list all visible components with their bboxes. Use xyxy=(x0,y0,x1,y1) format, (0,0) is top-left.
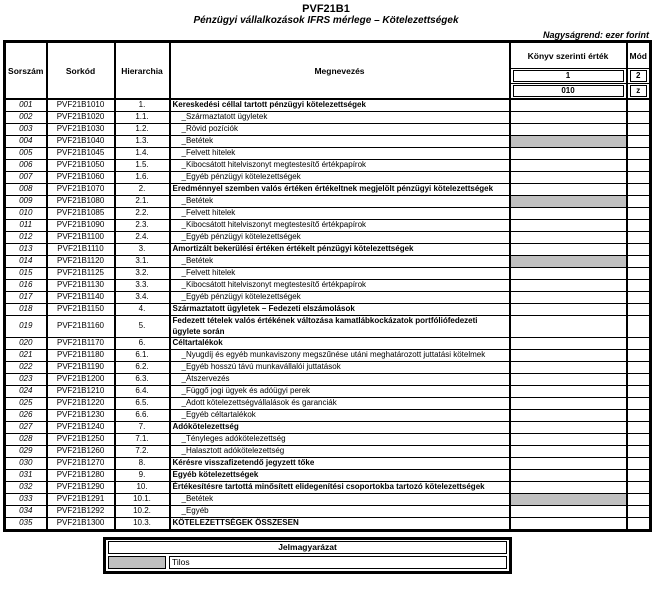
row-code-cell: PVF21B1170 xyxy=(47,338,115,350)
row-number-cell: 031 xyxy=(5,470,47,482)
row-name-cell: _Betétek xyxy=(170,494,510,506)
table-row xyxy=(5,470,651,482)
book-value-cell xyxy=(510,410,627,422)
mod-cell xyxy=(627,422,651,434)
mod-cell xyxy=(627,292,651,304)
table-row xyxy=(5,99,651,112)
row-code-cell: PVF21B1040 xyxy=(47,136,115,148)
book-value-col-number: 1 xyxy=(510,69,627,84)
row-number-cell: 014 xyxy=(5,256,47,268)
row-hierarchy-cell: 6.5. xyxy=(115,398,170,410)
book-value-cell xyxy=(510,350,627,362)
mod-cell xyxy=(627,470,651,482)
row-number-cell: 013 xyxy=(5,244,47,256)
book-value-cell xyxy=(510,518,627,531)
table-body xyxy=(5,99,651,531)
table-row xyxy=(5,124,651,136)
mod-cell xyxy=(627,112,651,124)
row-name-cell: _Felvett hitelek xyxy=(170,148,510,160)
book-value-cell xyxy=(510,458,627,470)
row-hierarchy-cell: 1.2. xyxy=(115,124,170,136)
row-number-cell: 003 xyxy=(5,124,47,136)
row-number-cell: 020 xyxy=(5,338,47,350)
table-row xyxy=(5,362,651,374)
row-hierarchy-cell: 1.5. xyxy=(115,160,170,172)
mod-cell xyxy=(627,458,651,470)
col-header-megnevezes: Megnevezés xyxy=(170,42,510,100)
row-code-cell: PVF21B1200 xyxy=(47,374,115,386)
row-number-cell: 029 xyxy=(5,446,47,458)
legend-item xyxy=(108,556,507,569)
book-value-cell xyxy=(510,304,627,316)
row-code-cell: PVF21B1125 xyxy=(47,268,115,280)
table-row xyxy=(5,482,651,494)
row-name-cell: _Adott kötelezettségvállalások és garanciák xyxy=(170,398,510,410)
row-number-cell: 035 xyxy=(5,518,47,531)
row-code-cell: PVF21B1085 xyxy=(47,208,115,220)
table-row xyxy=(5,506,651,518)
row-number-cell: 011 xyxy=(5,220,47,232)
mod-col-number: 2 xyxy=(627,69,651,84)
mod-cell xyxy=(627,434,651,446)
form-code-title: PVF21B1 xyxy=(302,3,350,15)
row-hierarchy-cell: 4. xyxy=(115,304,170,316)
book-value-cell xyxy=(510,362,627,374)
row-name-cell: _Nyugdíj és egyéb munkaviszony megszűnése utáni meghatározott juttatási kötelmek xyxy=(170,350,510,362)
book-value-cell xyxy=(510,160,627,172)
row-hierarchy-cell: 2. xyxy=(115,184,170,196)
table-row xyxy=(5,232,651,244)
mod-col-code: z xyxy=(627,84,651,100)
row-name-cell: Fedezett tételek valós értékének változása kamatlábkockázatok portfóliófedezeti ügylete során xyxy=(170,316,510,338)
row-name-cell: Céltartalékok xyxy=(170,338,510,350)
row-name-cell: _Rövid pozíciók xyxy=(170,124,510,136)
row-code-cell: PVF21B1280 xyxy=(47,470,115,482)
row-name-cell: _Tényleges adókötelezettség xyxy=(170,434,510,446)
mod-cell xyxy=(627,338,651,350)
book-value-cell xyxy=(510,184,627,196)
row-hierarchy-cell: 1.3. xyxy=(115,136,170,148)
row-hierarchy-cell: 10.3. xyxy=(115,518,170,531)
row-name-cell: _Halasztott adókötelezettség xyxy=(170,446,510,458)
row-code-cell: PVF21B1120 xyxy=(47,256,115,268)
row-code-cell: PVF21B1050 xyxy=(47,160,115,172)
book-value-cell xyxy=(510,220,627,232)
row-number-cell: 007 xyxy=(5,172,47,184)
mod-cell xyxy=(627,160,651,172)
row-code-cell: PVF21B1150 xyxy=(47,304,115,316)
col-header-mod: Mód xyxy=(627,42,651,69)
table-row xyxy=(5,172,651,184)
legend-item-label: Tilos xyxy=(169,556,507,569)
row-name-cell: Eredménnyel szemben valós értéken értékeltnek megjelölt pénzügyi kötelezettségek xyxy=(170,184,510,196)
row-number-cell: 016 xyxy=(5,280,47,292)
mod-cell xyxy=(627,506,651,518)
row-name-cell: _Betétek xyxy=(170,256,510,268)
row-hierarchy-cell: 9. xyxy=(115,470,170,482)
row-code-cell: PVF21B1260 xyxy=(47,446,115,458)
book-value-cell xyxy=(510,112,627,124)
mod-cell xyxy=(627,280,651,292)
row-code-cell: PVF21B1100 xyxy=(47,232,115,244)
row-name-cell: Egyéb kötelezettségek xyxy=(170,470,510,482)
row-number-cell: 033 xyxy=(5,494,47,506)
table-row xyxy=(5,112,651,124)
col-header-sorkod: Sorkód xyxy=(47,42,115,100)
book-value-cell xyxy=(510,208,627,220)
book-value-cell xyxy=(510,398,627,410)
table-row xyxy=(5,256,651,268)
row-hierarchy-cell: 3. xyxy=(115,244,170,256)
row-code-cell: PVF21B1160 xyxy=(47,316,115,338)
mod-cell xyxy=(627,494,651,506)
mod-cell xyxy=(627,196,651,208)
row-hierarchy-cell: 7.2. xyxy=(115,446,170,458)
row-code-cell: PVF21B1291 xyxy=(47,494,115,506)
table-row xyxy=(5,244,651,256)
mod-cell xyxy=(627,220,651,232)
row-name-cell: _Átszervezés xyxy=(170,374,510,386)
book-value-cell xyxy=(510,494,627,506)
row-number-cell: 027 xyxy=(5,422,47,434)
row-hierarchy-cell: 3.1. xyxy=(115,256,170,268)
legend-title: Jelmagyarázat xyxy=(108,541,507,554)
row-name-cell: Kérésre visszafizetendő jegyzett tőke xyxy=(170,458,510,470)
row-number-cell: 026 xyxy=(5,410,47,422)
table-row xyxy=(5,494,651,506)
mod-cell xyxy=(627,386,651,398)
row-code-cell: PVF21B1250 xyxy=(47,434,115,446)
book-value-cell xyxy=(510,470,627,482)
row-number-cell: 012 xyxy=(5,232,47,244)
row-name-cell: Adókötelezettség xyxy=(170,422,510,434)
row-number-cell: 022 xyxy=(5,362,47,374)
mod-cell xyxy=(627,232,651,244)
row-number-cell: 002 xyxy=(5,112,47,124)
row-code-cell: PVF21B1220 xyxy=(47,398,115,410)
row-hierarchy-cell: 2.1. xyxy=(115,196,170,208)
row-name-cell: _Kibocsátott hitelviszonyt megtestesítő értékpapírok xyxy=(170,160,510,172)
book-value-cell xyxy=(510,446,627,458)
book-value-cell xyxy=(510,124,627,136)
row-hierarchy-cell: 2.4. xyxy=(115,232,170,244)
row-code-cell: PVF21B1292 xyxy=(47,506,115,518)
row-number-cell: 001 xyxy=(5,99,47,112)
row-name-cell: _Felvett hitelek xyxy=(170,208,510,220)
row-name-cell: Származtatott ügyletek – Fedezeti elszámolások xyxy=(170,304,510,316)
row-name-cell: KÖTELEZETTSÉGEK ÖSSZESEN xyxy=(170,518,510,531)
row-number-cell: 023 xyxy=(5,374,47,386)
liabilities-table xyxy=(3,40,652,532)
row-number-cell: 008 xyxy=(5,184,47,196)
row-name-cell: _Egyéb pénzügyi kötelezettségek xyxy=(170,232,510,244)
table-row xyxy=(5,280,651,292)
mod-cell xyxy=(627,410,651,422)
table-row xyxy=(5,446,651,458)
book-value-cell xyxy=(510,136,627,148)
book-value-cell xyxy=(510,232,627,244)
book-value-cell xyxy=(510,422,627,434)
mod-cell xyxy=(627,184,651,196)
row-code-cell: PVF21B1030 xyxy=(47,124,115,136)
book-value-cell xyxy=(510,172,627,184)
row-name-cell: _Egyéb hosszú távú munkavállalói juttatások xyxy=(170,362,510,374)
table-row xyxy=(5,338,651,350)
row-hierarchy-cell: 10.1. xyxy=(115,494,170,506)
mod-cell xyxy=(627,350,651,362)
row-code-cell: PVF21B1190 xyxy=(47,362,115,374)
row-code-cell: PVF21B1070 xyxy=(47,184,115,196)
scale-note: Nagyságrend: ezer forint xyxy=(542,30,649,40)
table-row xyxy=(5,208,651,220)
row-name-cell: Kereskedési céllal tartott pénzügyi kötelezettségek xyxy=(170,99,510,112)
row-name-cell: Értékesítésre tartottá minősített elidegenítési csoportokba tartozó kötelezettségek xyxy=(170,482,510,494)
row-name-cell: _Betétek xyxy=(170,196,510,208)
book-value-cell xyxy=(510,148,627,160)
table-row xyxy=(5,398,651,410)
row-code-cell: PVF21B1290 xyxy=(47,482,115,494)
mod-cell xyxy=(627,244,651,256)
table-row xyxy=(5,136,651,148)
mod-cell xyxy=(627,482,651,494)
row-name-cell: _Függő jogi ügyek és adóügyi perek xyxy=(170,386,510,398)
row-hierarchy-cell: 5. xyxy=(115,316,170,338)
row-name-cell: _Egyéb céltartalékok xyxy=(170,410,510,422)
row-hierarchy-cell: 3.4. xyxy=(115,292,170,304)
table-row xyxy=(5,374,651,386)
table-row xyxy=(5,304,651,316)
row-number-cell: 010 xyxy=(5,208,47,220)
book-value-cell xyxy=(510,256,627,268)
col-header-book-value: Könyv szerinti érték xyxy=(510,42,627,69)
row-code-cell: PVF21B1270 xyxy=(47,458,115,470)
table-row xyxy=(5,458,651,470)
book-value-cell xyxy=(510,316,627,338)
row-name-cell: _Kibocsátott hitelviszonyt megtestesítő értékpapírok xyxy=(170,220,510,232)
row-name-cell: _Egyéb pénzügyi kötelezettségek xyxy=(170,292,510,304)
row-code-cell: PVF21B1010 xyxy=(47,99,115,112)
row-code-cell: PVF21B1045 xyxy=(47,148,115,160)
book-value-cell xyxy=(510,386,627,398)
row-hierarchy-cell: 6.4. xyxy=(115,386,170,398)
row-number-cell: 025 xyxy=(5,398,47,410)
row-name-cell: Amortizált bekerülési értéken értékelt pénzügyi kötelezettségek xyxy=(170,244,510,256)
row-number-cell: 034 xyxy=(5,506,47,518)
row-hierarchy-cell: 2.2. xyxy=(115,208,170,220)
book-value-cell xyxy=(510,280,627,292)
row-hierarchy-cell: 3.2. xyxy=(115,268,170,280)
book-value-cell xyxy=(510,268,627,280)
mod-cell xyxy=(627,124,651,136)
row-number-cell: 006 xyxy=(5,160,47,172)
row-number-cell: 017 xyxy=(5,292,47,304)
row-number-cell: 005 xyxy=(5,148,47,160)
row-number-cell: 030 xyxy=(5,458,47,470)
book-value-cell xyxy=(510,99,627,112)
mod-cell xyxy=(627,148,651,160)
row-code-cell: PVF21B1080 xyxy=(47,196,115,208)
row-hierarchy-cell: 1.1. xyxy=(115,112,170,124)
mod-cell xyxy=(627,518,651,531)
row-hierarchy-cell: 6.6. xyxy=(115,410,170,422)
legend-box xyxy=(103,537,512,574)
mod-cell xyxy=(627,136,651,148)
book-value-cell xyxy=(510,338,627,350)
row-hierarchy-cell: 8. xyxy=(115,458,170,470)
row-hierarchy-cell: 1.6. xyxy=(115,172,170,184)
book-value-cell xyxy=(510,196,627,208)
row-code-cell: PVF21B1090 xyxy=(47,220,115,232)
row-hierarchy-cell: 3.3. xyxy=(115,280,170,292)
row-code-cell: PVF21B1140 xyxy=(47,292,115,304)
table-row xyxy=(5,350,651,362)
book-value-cell xyxy=(510,374,627,386)
book-value-col-code: 010 xyxy=(510,84,627,100)
table-row xyxy=(5,422,651,434)
table-row xyxy=(5,160,651,172)
row-hierarchy-cell: 1.4. xyxy=(115,148,170,160)
book-value-cell xyxy=(510,482,627,494)
table-row xyxy=(5,386,651,398)
table-row xyxy=(5,268,651,280)
row-hierarchy-cell: 6.3. xyxy=(115,374,170,386)
row-number-cell: 019 xyxy=(5,316,47,338)
row-hierarchy-cell: 2.3. xyxy=(115,220,170,232)
row-hierarchy-cell: 6.1. xyxy=(115,350,170,362)
row-hierarchy-cell: 7.1. xyxy=(115,434,170,446)
mod-cell xyxy=(627,304,651,316)
form-title: Pénzügyi vállalkozások IFRS mérlege – Kötelezettségek xyxy=(193,15,459,26)
book-value-cell xyxy=(510,244,627,256)
row-code-cell: PVF21B1130 xyxy=(47,280,115,292)
book-value-cell xyxy=(510,292,627,304)
table-row xyxy=(5,220,651,232)
row-number-cell: 015 xyxy=(5,268,47,280)
mod-cell xyxy=(627,446,651,458)
forbidden-swatch xyxy=(108,556,166,569)
row-hierarchy-cell: 6. xyxy=(115,338,170,350)
row-hierarchy-cell: 7. xyxy=(115,422,170,434)
row-number-cell: 021 xyxy=(5,350,47,362)
book-value-cell xyxy=(510,506,627,518)
table-row xyxy=(5,292,651,304)
row-number-cell: 018 xyxy=(5,304,47,316)
table-header xyxy=(5,42,651,100)
row-number-cell: 024 xyxy=(5,386,47,398)
row-hierarchy-cell: 10.2. xyxy=(115,506,170,518)
table-row xyxy=(5,196,651,208)
row-hierarchy-cell: 10. xyxy=(115,482,170,494)
row-number-cell: 009 xyxy=(5,196,47,208)
mod-cell xyxy=(627,172,651,184)
row-code-cell: PVF21B1240 xyxy=(47,422,115,434)
book-value-cell xyxy=(510,434,627,446)
table-row xyxy=(5,148,651,160)
row-number-cell: 032 xyxy=(5,482,47,494)
row-code-cell: PVF21B1110 xyxy=(47,244,115,256)
row-number-cell: 004 xyxy=(5,136,47,148)
row-hierarchy-cell: 6.2. xyxy=(115,362,170,374)
table-row xyxy=(5,434,651,446)
mod-cell xyxy=(627,268,651,280)
mod-cell xyxy=(627,374,651,386)
table-row xyxy=(5,184,651,196)
row-code-cell: PVF21B1230 xyxy=(47,410,115,422)
table-row xyxy=(5,518,651,531)
col-header-sorszam: Sorszám xyxy=(5,42,47,100)
row-code-cell: PVF21B1060 xyxy=(47,172,115,184)
row-code-cell: PVF21B1180 xyxy=(47,350,115,362)
col-header-hierarchia: Hierarchia xyxy=(115,42,170,100)
row-code-cell: PVF21B1020 xyxy=(47,112,115,124)
row-name-cell: _Egyéb xyxy=(170,506,510,518)
mod-cell xyxy=(627,316,651,338)
row-name-cell: _Egyéb pénzügyi kötelezettségek xyxy=(170,172,510,184)
row-name-cell: _Felvett hitelek xyxy=(170,268,510,280)
row-name-cell: _Kibocsátott hitelviszonyt megtestesítő értékpapírok xyxy=(170,280,510,292)
mod-cell xyxy=(627,208,651,220)
row-name-cell: _Származtatott ügyletek xyxy=(170,112,510,124)
table-row xyxy=(5,316,651,338)
table-row xyxy=(5,410,651,422)
row-code-cell: PVF21B1300 xyxy=(47,518,115,531)
row-name-cell: _Betétek xyxy=(170,136,510,148)
row-hierarchy-cell: 1. xyxy=(115,99,170,112)
row-code-cell: PVF21B1210 xyxy=(47,386,115,398)
mod-cell xyxy=(627,256,651,268)
mod-cell xyxy=(627,362,651,374)
row-number-cell: 028 xyxy=(5,434,47,446)
mod-cell xyxy=(627,398,651,410)
mod-cell xyxy=(627,99,651,112)
